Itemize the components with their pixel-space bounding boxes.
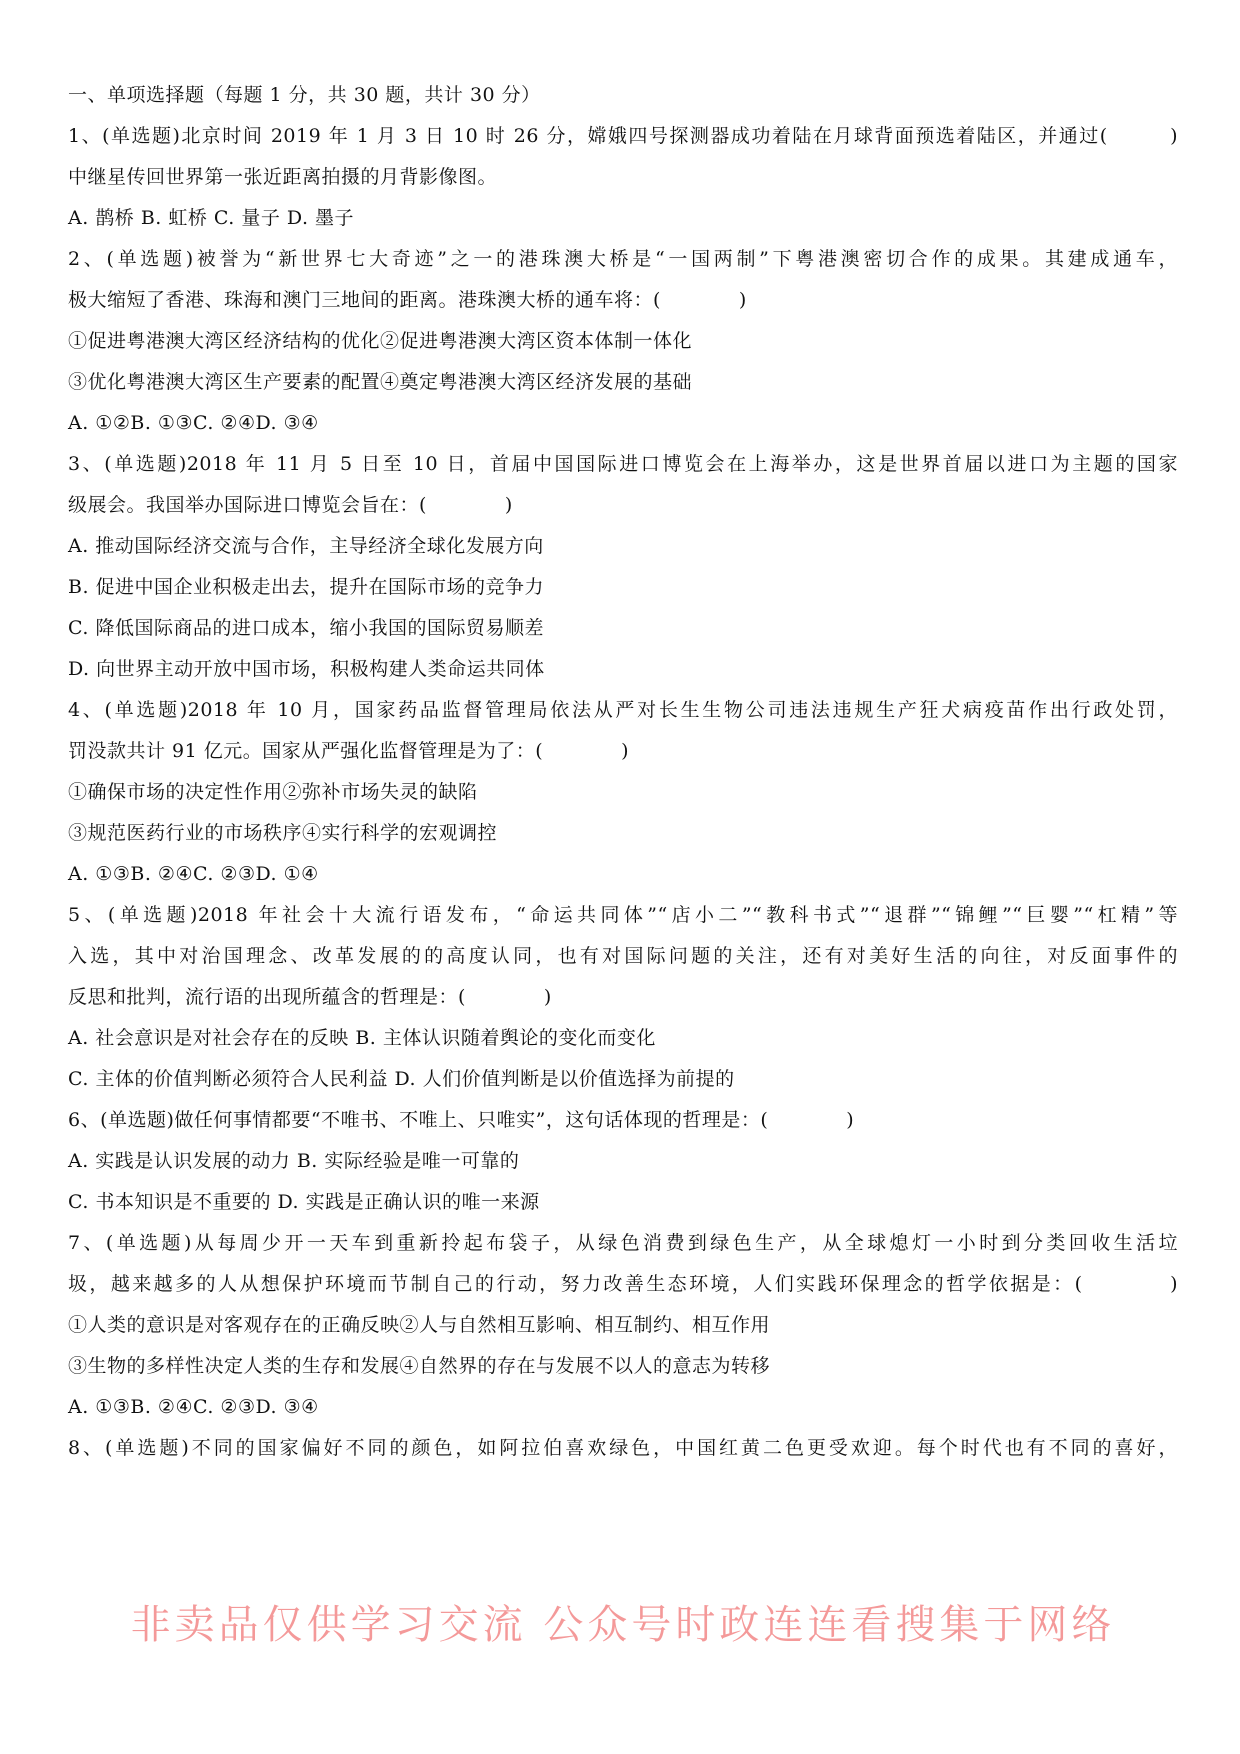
text-line: 反思和批判，流行语的出现所蕴含的哲理是：( ) (68, 986, 552, 1008)
text-line: C. 降低国际商品的进口成本，缩小我国的国际贸易顺差 (68, 617, 544, 639)
text-line: A. 社会意识是对社会存在的反映 B. 主体认识随着舆论的变化而变化 (68, 1027, 656, 1049)
question-lines (68, 123, 1178, 1476)
exam-document (68, 82, 1178, 1476)
text-line: 2、(单选题)被誉为“新世界七大奇迹”之一的港珠澳大桥是“一国两制”下粤港澳密切合作的成果。其建成通车， (68, 248, 1178, 270)
text-line: 1、(单选题)北京时间 2019 年 1 月 3 日 10 时 26 分，嫦娥四号探测器成功着陆在月球背面预选着陆区，并通过( ) (68, 125, 1178, 147)
section-title: 一、单项选择题（每题 1 分，共 30 题，共计 30 分） (68, 84, 541, 106)
text-line: ③生物的多样性决定人类的生存和发展④自然界的存在与发展不以人的意志为转移 (68, 1355, 771, 1377)
text-line: ①促进粤港澳大湾区经济结构的优化②促进粤港澳大湾区资本体制一体化 (68, 330, 693, 352)
text-line: 4、(单选题)2018 年 10 月，国家药品监督管理局依法从严对长生生物公司违法违规生产狂犬病疫苗作出行政处罚， (68, 699, 1178, 721)
text-line: ①确保市场的决定性作用②弥补市场失灵的缺陷 (68, 781, 478, 803)
text-line: 极大缩短了香港、珠海和澳门三地间的距离。港珠澳大桥的通车将：( ) (68, 289, 747, 311)
text-line: B. 促进中国企业积极走出去，提升在国际市场的竞争力 (68, 576, 545, 598)
text-line: C. 主体的价值判断必须符合人民利益 D. 人们价值判断是以价值选择为前提的 (68, 1068, 735, 1090)
text-line: D. 向世界主动开放中国市场，积极构建人类命运共同体 (68, 658, 545, 680)
text-line: 级展会。我国举办国际进口博览会旨在：( ) (68, 494, 513, 516)
text-line: 5、(单选题)2018 年社会十大流行语发布，“命运共同体”“店小二”“教科书式”“退群”“锦鲤”“巨婴”“杠精”等 (68, 904, 1178, 926)
text-line: C. 书本知识是不重要的 D. 实践是正确认识的唯一来源 (68, 1191, 540, 1213)
text-line: A. 鹊桥 B. 虹桥 C. 量子 D. 墨子 (68, 207, 355, 229)
text-line: 7、(单选题)从每周少开一天车到重新拎起布袋子，从绿色消费到绿色生产，从全球熄灯一小时到分类回收生活垃 (68, 1232, 1178, 1254)
text-line: 罚没款共计 91 亿元。国家从严强化监督管理是为了：( ) (68, 740, 630, 762)
text-line: 8、(单选题)不同的国家偏好不同的颜色，如阿拉伯喜欢绿色，中国红黄二色更受欢迎。每个时代也有不同的喜好， (68, 1437, 1178, 1459)
text-line: A. 推动国际经济交流与合作，主导经济全球化发展方向 (68, 535, 544, 557)
text-line: A. ①③B. ②④C. ②③D. ①④ (68, 863, 319, 885)
text-line: A. ①②B. ①③C. ②④D. ③④ (68, 412, 319, 434)
text-line: A. 实践是认识发展的动力 B. 实际经验是唯一可靠的 (68, 1150, 520, 1172)
text-line: 6、(单选题)做任何事情都要“不唯书、不唯上、只唯实”，这句话体现的哲理是：( ) (68, 1109, 855, 1131)
text-line: A. ①③B. ②④C. ②③D. ③④ (68, 1396, 319, 1418)
text-line: ③优化粤港澳大湾区生产要素的配置④奠定粤港澳大湾区经济发展的基础 (68, 371, 693, 393)
text-line: 圾，越来越多的人从想保护环境而节制自己的行动，努力改善生态环境，人们实践环保理念的哲学依据是：( ) (68, 1273, 1178, 1295)
text-line: 入选，其中对治国理念、改革发展的的高度认同，也有对国际问题的关注，还有对美好生活的向往，对反面事件的 (68, 945, 1178, 967)
text-line: 中继星传回世界第一张近距离拍摄的月背影像图。 (68, 166, 498, 188)
text-line: 3、(单选题)2018 年 11 月 5 日至 10 日，首届中国国际进口博览会在上海举办，这是世界首届以进口为主题的国家 (68, 453, 1178, 475)
text-line: ③规范医药行业的市场秩序④实行科学的宏观调控 (68, 822, 498, 844)
watermark: 非卖品仅供学习交流 公众号时政连连看搜集于网络 (130, 1602, 1116, 1648)
text-line: ①人类的意识是对客观存在的正确反映②人与自然相互影响、相互制约、相互作用 (68, 1314, 771, 1336)
